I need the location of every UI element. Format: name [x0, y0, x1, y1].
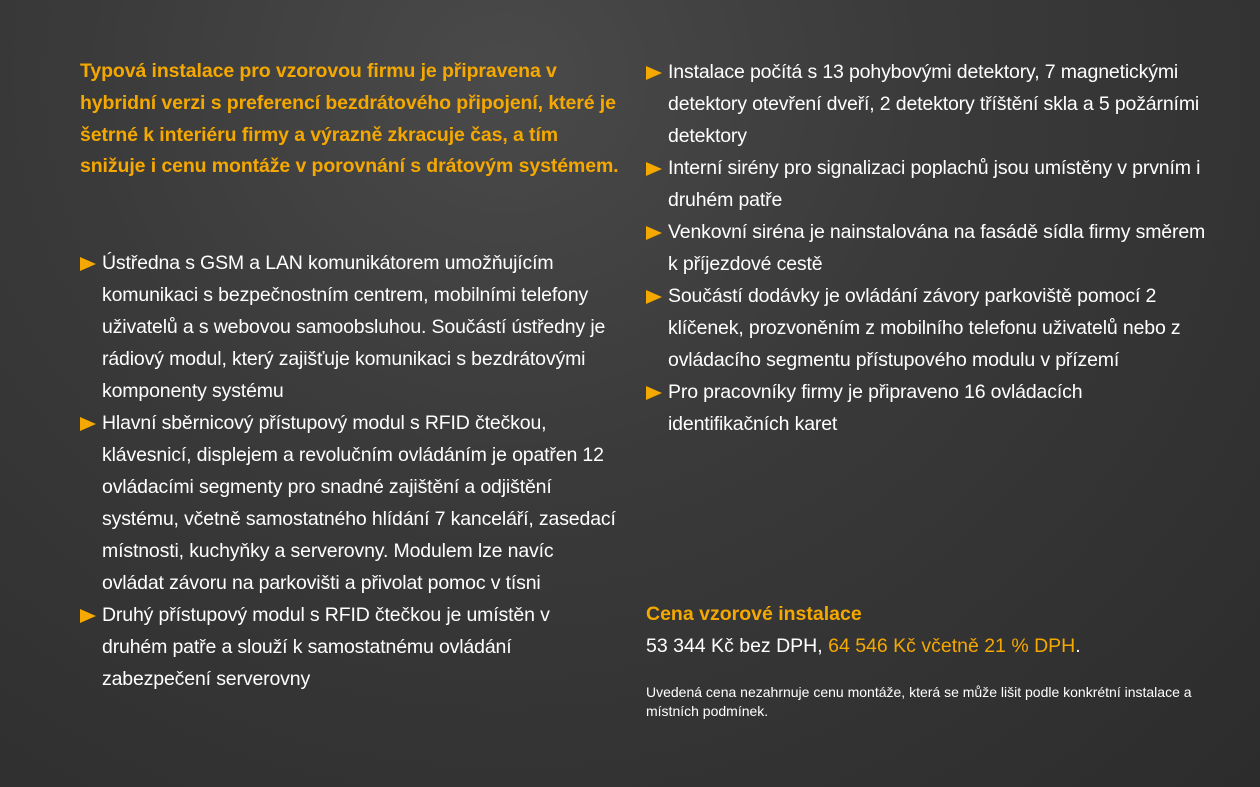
- triangle-bullet-icon: [646, 66, 662, 80]
- triangle-bullet-icon: [646, 386, 662, 400]
- list-item-text: Druhý přístupový modul s RFID čtečkou je umístěn v druhém patře a slouží k samostatnému ovládání zabezpečení serverovny: [102, 604, 550, 690]
- price-without-vat: 53 344 Kč bez DPH,: [646, 635, 829, 657]
- list-item: [646, 216, 1206, 280]
- price-note: Uvedená cena nezahrnuje cenu montáže, která se může lišit podle konkrétní instalace a místních podmínek.: [646, 684, 1192, 719]
- list-item: [646, 56, 1206, 152]
- list-item-text: Venkovní siréna je nainstalována na fasádě sídla firmy směrem k příjezdové cestě: [668, 221, 1206, 275]
- list-item-text: Instalace počítá s 13 pohybovými detektory, 7 magnetickými detektory otevření dveří, 2 detektory tříštění skla a 5 požárními detektory: [668, 61, 1200, 147]
- list-item: [80, 247, 620, 407]
- list-item: [80, 407, 620, 599]
- price-title: Cena vzorové instalace: [646, 603, 862, 625]
- triangle-bullet-icon: [80, 417, 96, 431]
- price-end-punctuation: .: [1075, 635, 1081, 657]
- triangle-bullet-icon: [646, 162, 662, 176]
- list-item-text: Interní sirény pro signalizaci poplachů jsou umístěny v prvním i druhém patře: [668, 157, 1201, 211]
- intro-text: Typová instalace pro vzorovou firmu je připravena v hybridní verzi s preferencí bezdrátového připojení, které je šetrné k interiéru firmy a výrazně zkracuje čas, a tím snižuje i cenu montáže v porovnání s drátovým systémem.: [80, 60, 619, 178]
- list-item-text: Pro pracovníky firmy je připraveno 16 ovládacích identifikačních karet: [668, 381, 1083, 435]
- list-item-text: Ústředna s GSM a LAN komunikátorem umožňujícím komunikaci s bezpečnostním centrem, mobilními telefony uživatelů a s webovou samoobsluhou. Součástí ústředny je rádiový modul, který zajišťuje komunikaci s bezdrátovými komponenty systému: [102, 252, 606, 402]
- triangle-bullet-icon: [646, 290, 662, 304]
- list-item-text: Hlavní sběrnicový přístupový modul s RFID čtečkou, klávesnicí, displejem a revolučním ovládáním je opatřen 12 ovládacími segmenty pro snadné zajištění a odjištění systému, včetně samostatného hlídání 7 kanceláří, zasedací místnosti, kuchyňky a serverovny. Modulem lze navíc ovládat závoru na parkovišti a přivolat pomoc v tísni: [102, 412, 616, 594]
- list-item: [646, 376, 1206, 440]
- list-item: [646, 152, 1206, 216]
- right-bullet-list: [646, 56, 1206, 440]
- triangle-bullet-icon: [646, 226, 662, 240]
- triangle-bullet-icon: [80, 609, 96, 623]
- left-bullet-list: [80, 247, 620, 695]
- list-item: [80, 599, 620, 695]
- list-item-text: Součástí dodávky je ovládání závory parkoviště pomocí 2 klíčenek, prozvoněním z mobilního telefonu uživatelů nebo z ovládacího segmentu přístupového modulu v přízemí: [668, 285, 1181, 371]
- price-with-vat: 64 546 Kč včetně 21 % DPH: [828, 635, 1076, 657]
- triangle-bullet-icon: [80, 257, 96, 271]
- price-line: [646, 630, 1081, 662]
- list-item: [646, 280, 1206, 376]
